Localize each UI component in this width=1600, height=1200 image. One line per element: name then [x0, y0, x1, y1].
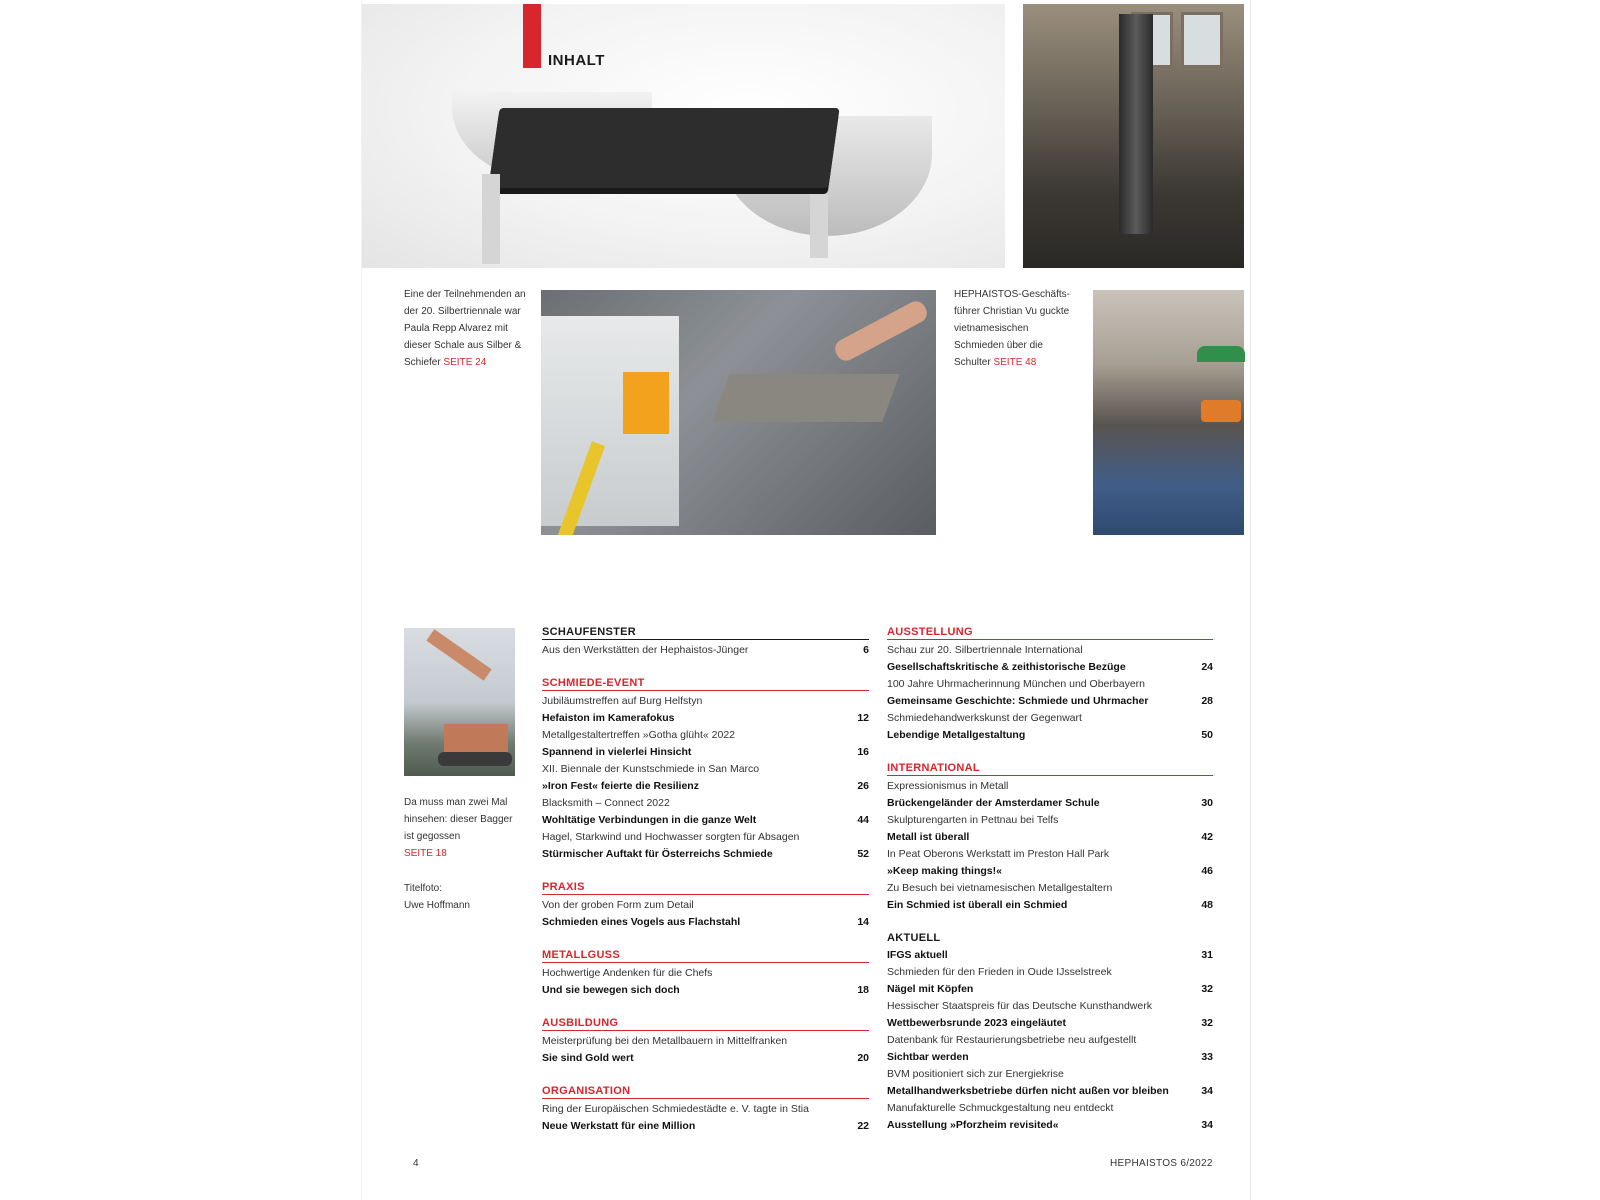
toc-entry-title: »Iron Fest« feierte die Resilienz — [542, 780, 699, 792]
toc-entry[interactable] — [887, 1066, 1213, 1100]
toc-section-heading: ORGANISATION — [542, 1085, 869, 1099]
toc-section — [542, 677, 869, 863]
toc-entry-title: Brückengeländer der Amsterdamer Schule — [887, 797, 1100, 809]
toc-entry-subtitle: Meisterprüfung bei den Metallbauern in Mittelfranken — [542, 1035, 788, 1047]
toc-entry-title-row — [542, 1050, 869, 1067]
inhalt-red-bar — [523, 4, 541, 68]
toc-section — [542, 626, 869, 659]
toc-entry-page: 34 — [1201, 1119, 1213, 1131]
toc-entry-subtitle: BVM positioniert sich zur Energiekrise — [887, 1068, 1064, 1080]
toc-entry-title-row — [542, 744, 869, 761]
toc-entry-title: Ein Schmied ist überall ein Schmied — [887, 899, 1068, 911]
toc-section-heading: METALLGUSS — [542, 949, 869, 963]
vu-caption-ref: SEITE 48 — [993, 357, 1037, 368]
toc-entry[interactable] — [542, 642, 869, 659]
bench-photo — [362, 4, 1005, 268]
excavator-sculpture-photo — [404, 628, 515, 776]
toc-entry[interactable] — [542, 761, 869, 795]
toc-entry-page: 44 — [857, 814, 869, 826]
toc-entry-subtitle: Aus den Werkstätten der Hephaistos-Jünger — [542, 644, 749, 656]
toc-entry-title-row — [542, 846, 869, 863]
toc-entry-page: 32 — [1201, 1017, 1213, 1029]
toc-entry-page: 42 — [1201, 831, 1213, 843]
forge-hall-photo — [1023, 4, 1244, 268]
toc-entry-page: 20 — [857, 1052, 869, 1064]
toc-entry-title-row — [542, 710, 869, 727]
toc-entry[interactable] — [887, 778, 1213, 812]
street-market-photo — [1093, 290, 1244, 535]
toc-entry-subtitle: In Peat Oberons Werkstatt im Preston Hall Park — [887, 848, 1110, 860]
toc-entry-subtitle: Schmiedehandwerkskunst der Gegenwart — [887, 712, 1082, 724]
toc-entry-title-row — [542, 914, 869, 931]
toc-section — [542, 1017, 869, 1067]
toc-entry-subtitle: Datenbank für Restaurierungsbetriebe neu aufgestellt — [887, 1034, 1137, 1046]
toc-entry[interactable] — [542, 897, 869, 931]
toc-entry-subtitle: Von der groben Form zum Detail — [542, 899, 694, 911]
toc-entry-title-row — [887, 795, 1213, 812]
toc-entry-title-row — [542, 812, 869, 829]
toc-entry-page: 28 — [1201, 695, 1213, 707]
toc-entry-page: 22 — [857, 1120, 869, 1132]
toc-entry-page: 33 — [1201, 1051, 1213, 1063]
toc-entry-page: 50 — [1201, 729, 1213, 741]
toc-entry-page: 16 — [857, 746, 869, 758]
toc-left-column — [542, 626, 869, 1153]
toc-entry[interactable] — [542, 795, 869, 829]
toc-entry[interactable] — [542, 1101, 869, 1135]
toc-entry-page: 32 — [1201, 983, 1213, 995]
toc-entry-title-row — [887, 897, 1213, 914]
toc-entry[interactable] — [542, 965, 869, 999]
toc-section — [887, 932, 1213, 1134]
toc-entry-page: 31 — [1201, 949, 1213, 961]
toc-entry-title: »Keep making things!« — [887, 865, 1002, 877]
toc-entry-title-row — [542, 642, 869, 659]
vu-caption: HEPHAISTOS-Geschäfts-führer Christian Vu guckte vietnamesischen Schmieden über die Schulter SEITE 48 — [954, 289, 1070, 368]
page-number: 4 — [413, 1158, 419, 1169]
toc-entry[interactable] — [542, 727, 869, 761]
toc-entry[interactable] — [542, 1033, 869, 1067]
page-title: INHALT — [548, 52, 605, 69]
toc-section — [887, 626, 1213, 744]
toc-entry[interactable] — [887, 710, 1213, 744]
toc-entry-subtitle: Manufakturelle Schmuckgestaltung neu entdeckt — [887, 1102, 1114, 1114]
toc-entry[interactable] — [887, 1100, 1213, 1134]
toc-entry-title: Hefaiston im Kamerafokus — [542, 712, 675, 724]
toc-section-heading: PRAXIS — [542, 881, 869, 895]
toc-entry-page: 30 — [1201, 797, 1213, 809]
toc-entry-title-row — [887, 659, 1213, 676]
toc-entry-subtitle: Skulpturengarten in Pettnau bei Telfs — [887, 814, 1059, 826]
toc-entry-title-row — [887, 829, 1213, 846]
toc-entry-title-row — [887, 947, 1213, 964]
toc-entry[interactable] — [887, 998, 1213, 1032]
toc-entry-title: Sie sind Gold wert — [542, 1052, 634, 1064]
bench-caption: Eine der Teilnehmenden an der 20. Silbertriennale war Paula Repp Alvarez mit dieser Schale aus Silber & Schiefer SEITE 24 — [404, 289, 526, 368]
toc-entry-title: Nägel mit Köpfen — [887, 983, 974, 995]
toc-entry-subtitle: Expressionismus in Metall — [887, 780, 1009, 792]
toc-section — [887, 762, 1213, 914]
magazine-issue: HEPHAISTOS 6/2022 — [1110, 1158, 1213, 1169]
excavator-caption-ref: SEITE 18 — [404, 848, 447, 859]
toc-entry-subtitle: Metallgestaltertreffen »Gotha glüht« 2022 — [542, 729, 736, 741]
toc-entry-page: 12 — [857, 712, 869, 724]
toc-entry-subtitle: Schau zur 20. Silbertriennale International — [887, 644, 1083, 656]
toc-entry-title: Sichtbar werden — [887, 1051, 969, 1063]
toc-entry[interactable] — [887, 964, 1213, 998]
toc-entry-title: Metallhandwerksbetriebe dürfen nicht außen vor bleiben — [887, 1085, 1169, 1097]
cover-photo-credit: Titelfoto: Uwe Hoffmann — [404, 883, 470, 911]
toc-entry-title-row — [542, 982, 869, 999]
toc-entry-page: 24 — [1201, 661, 1213, 673]
toc-entry-title-row — [887, 693, 1213, 710]
toc-entry[interactable] — [542, 693, 869, 727]
excavator-caption: Da muss man zwei Mal hinsehen: dieser Bagger ist gegossen SEITE 18 — [404, 797, 513, 859]
toc-entry-title-row — [887, 981, 1213, 998]
toc-entry-title-row — [887, 863, 1213, 880]
toc-entry[interactable] — [887, 642, 1213, 676]
toc-section — [542, 949, 869, 999]
toc-entry-title-row — [887, 1015, 1213, 1032]
toc-entry-title: Gemeinsame Geschichte: Schmiede und Uhrmacher — [887, 695, 1149, 707]
toc-entry-title-row — [542, 1118, 869, 1135]
toc-entry-title: Neue Werkstatt für eine Million — [542, 1120, 696, 1132]
toc-entry[interactable] — [887, 676, 1213, 710]
toc-entry[interactable] — [887, 812, 1213, 846]
toc-entry-title: IFGS aktuell — [887, 949, 948, 961]
toc-section — [542, 1085, 869, 1135]
toc-entry-subtitle: Hochwertige Andenken für die Chefs — [542, 967, 713, 979]
toc-section — [542, 881, 869, 931]
toc-entry-subtitle: Hagel, Starkwind und Hochwasser sorgten für Absagen — [542, 831, 800, 843]
toc-entry-page: 48 — [1201, 899, 1213, 911]
toc-entry-page: 52 — [857, 848, 869, 860]
toc-entry-title: Metall ist überall — [887, 831, 970, 843]
toc-entry-title: Ausstellung »Pforzheim revisited« — [887, 1119, 1059, 1131]
toc-entry-subtitle: Blacksmith – Connect 2022 — [542, 797, 670, 809]
toc-section-heading: AUSSTELLUNG — [887, 626, 1213, 640]
toc-entry-page: 34 — [1201, 1085, 1213, 1097]
toc-entry-title: Gesellschaftskritische & zeithistorische Bezüge — [887, 661, 1126, 673]
toc-section-heading: SCHAUFENSTER — [542, 626, 869, 640]
toc-entry-title-row — [542, 778, 869, 795]
induction-heater-photo — [541, 290, 936, 535]
toc-entry-title-row — [887, 1083, 1213, 1100]
toc-right-column — [887, 626, 1213, 1152]
toc-entry[interactable] — [542, 829, 869, 863]
toc-entry-title: Und sie bewegen sich doch — [542, 984, 680, 996]
toc-entry-title: Lebendige Metallgestaltung — [887, 729, 1026, 741]
toc-entry-title-row — [887, 727, 1213, 744]
toc-entry-page: 46 — [1201, 865, 1213, 877]
toc-entry[interactable] — [887, 1032, 1213, 1066]
toc-entry[interactable] — [887, 846, 1213, 880]
toc-entry-subtitle: Zu Besuch bei vietnamesischen Metallgestaltern — [887, 882, 1113, 894]
toc-entry-subtitle: Schmieden für den Frieden in Oude IJsselstreek — [887, 966, 1112, 978]
toc-entry-page: 26 — [857, 780, 869, 792]
toc-section-heading: INTERNATIONAL — [887, 762, 1213, 776]
toc-entry[interactable] — [887, 947, 1213, 964]
toc-entry-subtitle: XII. Biennale der Kunstschmiede in San Marco — [542, 763, 760, 775]
toc-entry-page: 6 — [863, 644, 869, 656]
toc-entry-subtitle: Jubiläumstreffen auf Burg Helfstyn — [542, 695, 703, 707]
toc-entry-title: Stürmischer Auftakt für Österreichs Schmiede — [542, 848, 773, 860]
toc-section-heading: AKTUELL — [887, 932, 941, 944]
toc-entry-subtitle: 100 Jahre Uhrmacherinnung München und Oberbayern — [887, 678, 1145, 690]
toc-entry-title: Schmieden eines Vogels aus Flachstahl — [542, 916, 741, 928]
toc-entry-title-row — [887, 1049, 1213, 1066]
toc-entry-title: Wohltätige Verbindungen in die ganze Welt — [542, 814, 757, 826]
toc-section-heading: SCHMIEDE-EVENT — [542, 677, 869, 691]
toc-entry-title-row — [887, 1117, 1213, 1134]
toc-entry-subtitle: Ring der Europäischen Schmiedestädte e. V. tagte in Stia — [542, 1103, 809, 1115]
toc-section-heading: AUSBILDUNG — [542, 1017, 869, 1031]
toc-entry-page: 18 — [857, 984, 869, 996]
toc-entry-subtitle: Hessischer Staatspreis für das Deutsche Kunsthandwerk — [887, 1000, 1152, 1012]
bench-caption-ref: SEITE 24 — [443, 357, 487, 368]
toc-entry-title: Spannend in vielerlei Hinsicht — [542, 746, 692, 758]
toc-entry[interactable] — [887, 880, 1213, 914]
toc-entry-title: Wettbewerbsrunde 2023 eingeläutet — [887, 1017, 1066, 1029]
toc-entry-page: 14 — [857, 916, 869, 928]
